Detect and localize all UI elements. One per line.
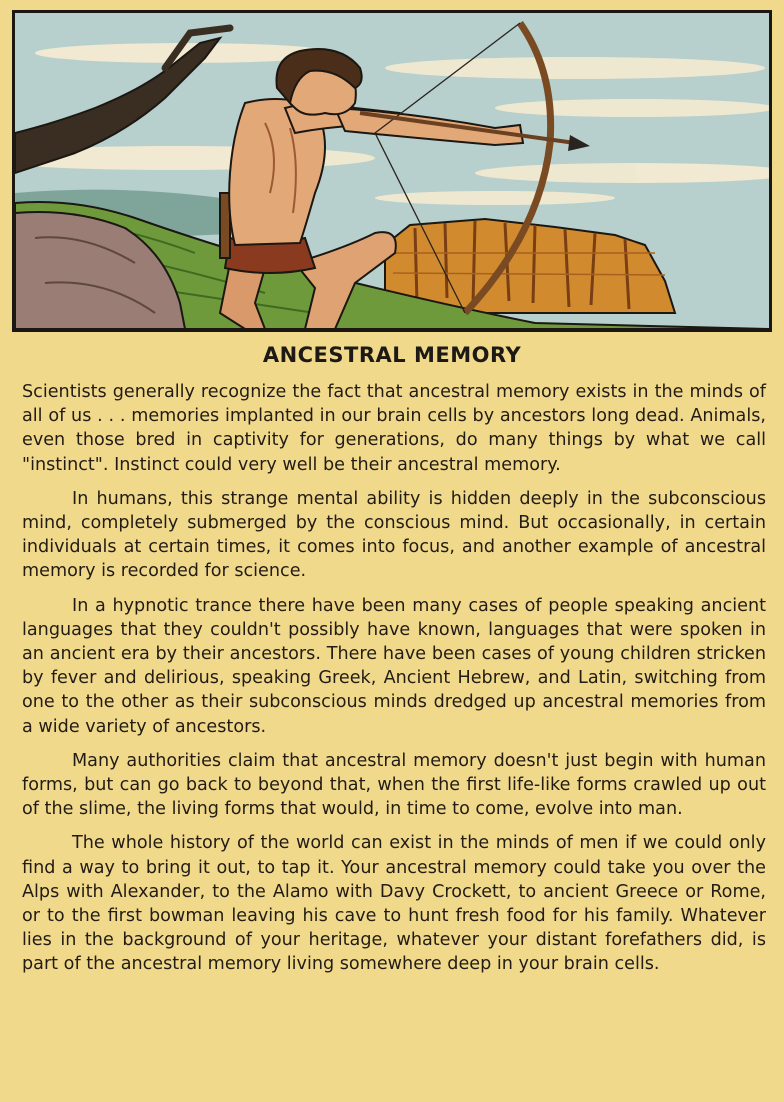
paragraph-3: In a hypnotic trance there have been many cases of people speaking ancient languages that they couldn't possibly have known, languages that were spoken in an ancient era by their ancestors. There have been cases of young children stricken by fever and delirious, speaking Greek, Ancient Hebrew, and Latin, switching from one to the other as their subconscious minds dredged up ancestral memories from a wide variety of ancestors. [22, 595, 766, 737]
paragraph-2: In humans, this strange mental ability is hidden deeply in the subconscious mind, completely submerged by the conscious mind. But occasionally, in certain individuals at certain times, it comes into focus, and another example of ancestral memory is recorded for science. [22, 488, 766, 582]
article-body [22, 380, 766, 987]
paragraph-1: Scientists generally recognize the fact that ancestral memory exists in the minds of all of us . . . memories implanted in our brain cells by ancestors long dead. Animals, even those bred in captivity for generations, do many things by what we call "instinct". Instinct could very well be their ancestral memory. [22, 382, 766, 475]
archer-illustration [15, 13, 769, 329]
paragraph-5: The whole history of the world can exist in the minds of men if we could only find a way to bring it out, to tap it. Your ancestral memory could take you over the Alps with Alexander, to the Alamo with Davy Crockett, to ancient Greece or Rome, or to the first bowman leaving his cave to hunt fresh food for his family. Whatever lies in the background of your heritage, whatever your distant forefathers did, is part of the ancestral memory living somewhere deep in your brain cells. [22, 833, 766, 975]
article-title: ANCESTRAL MEMORY [262, 343, 522, 367]
illustration-panel [12, 10, 772, 332]
paragraph-4: Many authorities claim that ancestral memory doesn't just begin with human forms, but can go back to beyond that, when the first life-like forms crawled up out of the slime, the living forms that would, in time to come, evolve into man. [22, 750, 766, 820]
